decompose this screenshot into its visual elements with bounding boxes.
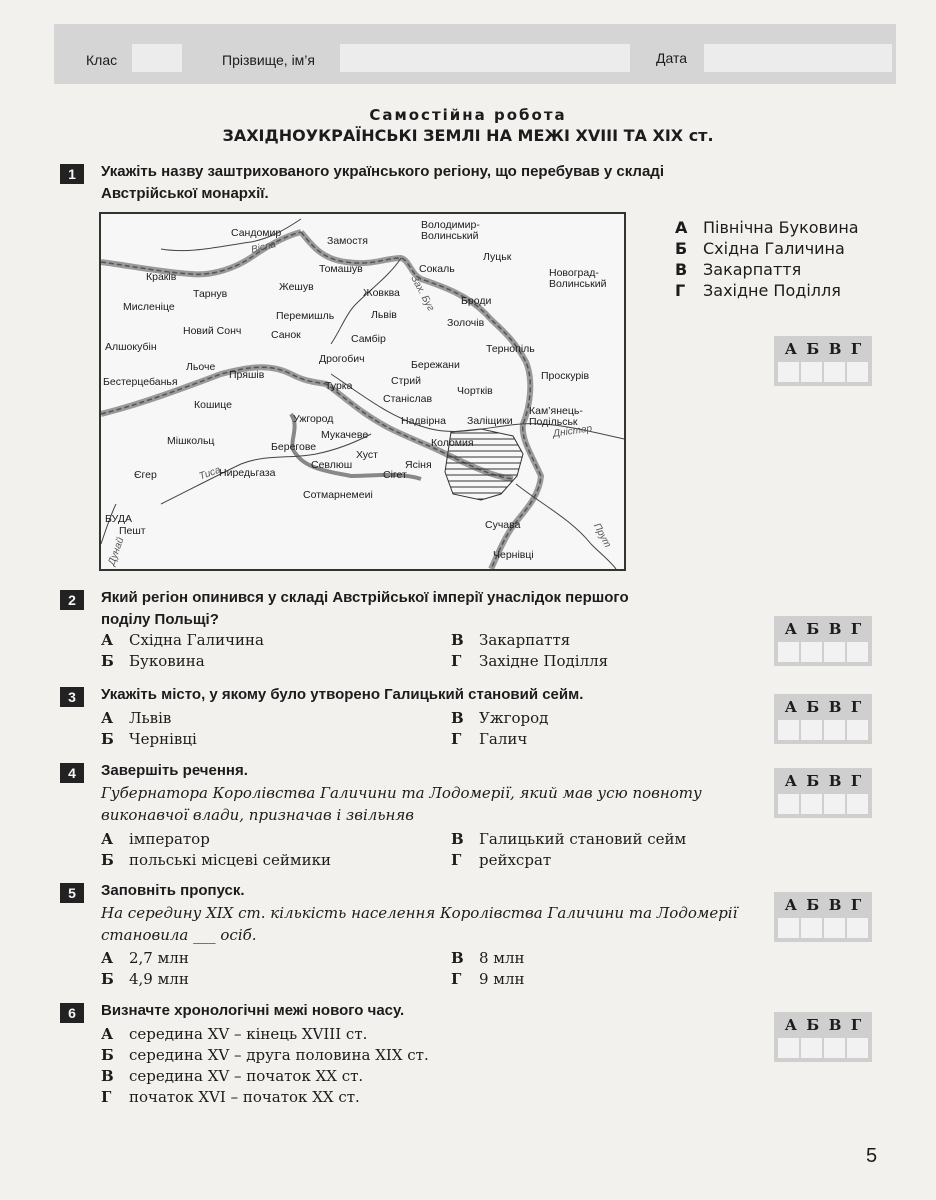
answer-cell[interactable] (824, 794, 845, 814)
option-letter: Г (451, 970, 462, 988)
option-b[interactable] (101, 969, 189, 989)
grid-letter: Б (806, 772, 820, 790)
city-label: Сотмарнемеиі (303, 489, 373, 501)
grid-letter: Г (850, 896, 862, 914)
answer-grid-6 (774, 1012, 872, 1062)
option-b[interactable] (675, 238, 845, 259)
option-text: 2,7 млн (129, 949, 189, 967)
option-letter: Б (675, 239, 688, 258)
city-label: Томашув (319, 263, 363, 275)
grid-letter: Г (850, 1016, 862, 1034)
city-label: Луцьк (483, 251, 512, 263)
option-letter: Б (101, 730, 114, 748)
option-letter: Г (675, 281, 686, 300)
option-letter: Г (101, 1088, 112, 1106)
grid-letter: В (828, 340, 842, 358)
option-g[interactable] (675, 280, 841, 301)
city-label: Волинський (549, 278, 607, 290)
grid-letter: Б (806, 340, 820, 358)
header-bar (54, 24, 896, 84)
option-letter: А (101, 631, 114, 649)
city-label: Льоче (186, 361, 216, 373)
name-field[interactable] (340, 44, 630, 72)
option-letter: В (101, 1067, 114, 1085)
grid-letter: Б (806, 698, 820, 716)
river-label: Прут (590, 521, 613, 550)
answer-cell[interactable] (778, 1038, 799, 1058)
city-label: Перемишль (276, 310, 335, 322)
city-label: Хуст (356, 449, 378, 461)
option-text: Галич (479, 730, 528, 748)
city-label: Бестерцебанья (103, 376, 178, 388)
grid-letter: А (784, 896, 797, 914)
option-a[interactable] (101, 829, 210, 849)
statement-line-1: На середину XIX ст. кількість населення Королівства Галичини та Лодомерії (101, 904, 738, 922)
city-label: Самбір (351, 333, 386, 345)
option-v[interactable] (451, 708, 548, 728)
option-v[interactable] (101, 1066, 363, 1086)
answer-cell[interactable] (778, 720, 799, 740)
option-v[interactable] (451, 630, 570, 650)
option-b[interactable] (101, 651, 205, 671)
option-letter: Г (451, 851, 462, 869)
question-1-line-2: Австрійської монархії. (101, 185, 269, 202)
answer-grid-2 (774, 616, 872, 666)
city-label: Жовква (363, 287, 400, 299)
city-label: Ниредьгаза (219, 467, 276, 479)
city-label: Бережани (411, 359, 460, 371)
option-v[interactable] (675, 259, 801, 280)
option-g[interactable] (451, 850, 551, 870)
city-label: Чортків (457, 385, 493, 397)
city-label: Турка (325, 380, 353, 392)
option-letter: Г (451, 652, 462, 670)
question-3-text: Укажіть місто, у якому було утворено Галицький становий сейм. (101, 686, 584, 703)
page-number: 5 (866, 1145, 878, 1167)
option-text: середина XV – початок XX ст. (129, 1067, 364, 1085)
grid-letter: Г (850, 620, 862, 638)
city-label: Ясіня (405, 459, 432, 471)
river-label: Дністер (552, 423, 593, 440)
city-label: Мукачеве (321, 429, 369, 441)
option-text: імператор (129, 830, 210, 848)
question-1-line-1: Укажіть назву заштрихованого українського регіону, що перебував у складі (101, 163, 664, 180)
city-label: Броди (461, 295, 492, 307)
option-text: 4,9 млн (129, 970, 189, 988)
grid-letter: В (828, 1016, 842, 1034)
city-label: Стрий (391, 375, 421, 387)
option-text: Галицький становий сейм (479, 830, 687, 848)
question-4-text: Завершіть речення. (101, 762, 248, 779)
answer-cell[interactable] (824, 720, 845, 740)
option-g[interactable] (451, 651, 608, 671)
option-text: Львів (129, 709, 172, 727)
answer-cell[interactable] (778, 362, 799, 382)
answer-cell[interactable] (824, 918, 845, 938)
name-label: Прізвище, ім’я (222, 52, 315, 68)
option-v[interactable] (451, 948, 525, 968)
option-a[interactable] (101, 630, 264, 650)
grid-letter: А (784, 620, 797, 638)
city-label: Мисленіце (123, 301, 175, 313)
city-label: Сандомир (231, 227, 282, 239)
option-g[interactable] (101, 1087, 360, 1107)
question-5-text: Заповніть пропуск. (101, 882, 245, 899)
option-letter: А (101, 709, 114, 727)
city-label: Надвірна (401, 415, 446, 427)
city-label: Заліщики (467, 415, 513, 427)
answer-grid-5 (774, 892, 872, 942)
question-number-3: 3 (60, 687, 84, 707)
grid-letter: А (784, 698, 797, 716)
river-label: Вісла (250, 239, 278, 256)
question-2-line-2: поділу Польщі? (101, 611, 219, 628)
question-5-statement (101, 902, 737, 946)
option-text: Північна Буковина (703, 218, 859, 237)
option-text: рейхсрат (479, 851, 552, 869)
option-text: Західне Поділля (479, 652, 609, 670)
grid-letter: В (828, 896, 842, 914)
question-number-2: 2 (60, 590, 84, 610)
option-letter: А (101, 830, 114, 848)
city-label: Ужгород (293, 413, 334, 425)
city-label: Тарнув (193, 288, 228, 300)
option-a[interactable] (101, 708, 171, 728)
grid-letter: Б (806, 620, 820, 638)
answer-grid-1 (774, 336, 872, 386)
grid-letter: Г (850, 772, 862, 790)
city-label: Алшокубін (105, 341, 157, 353)
option-text: польські місцеві сеймики (129, 851, 331, 869)
option-letter: В (451, 709, 464, 727)
option-text: Східна Галичина (129, 631, 264, 649)
worksheet-title: ЗАХІДНОУКРАЇНСЬКІ ЗЕМЛІ НА МЕЖІ XVIII ТА XIX ст. (222, 126, 714, 145)
grid-letter: Б (806, 896, 820, 914)
grid-letter: В (828, 772, 842, 790)
city-label: Кам’янець- (529, 405, 583, 417)
answer-grid-3 (774, 694, 872, 744)
statement-line-2: виконавчої влади, призначав і звільняв (101, 806, 415, 824)
statement-line-2: становила ___ осіб. (101, 926, 257, 944)
grid-letter: А (784, 772, 797, 790)
city-label: Берегове (271, 441, 317, 453)
city-label: Сігет (383, 469, 407, 481)
city-label: Санок (271, 329, 301, 341)
option-a[interactable] (101, 1024, 367, 1044)
answer-cell[interactable] (847, 1038, 868, 1058)
grid-letter: А (784, 1016, 797, 1034)
option-text: Ужгород (479, 709, 549, 727)
city-label: Дрогобич (319, 353, 365, 365)
answer-cell[interactable] (801, 362, 822, 382)
question-6-text: Визначте хронологічні межі нового часу. (101, 1002, 405, 1019)
worksheet-subtitle: Самостійна робота (369, 106, 567, 124)
answer-cell[interactable] (801, 794, 822, 814)
option-text: Буковина (129, 652, 205, 670)
option-letter: Г (451, 730, 462, 748)
option-text: середина XV – друга половина XIX ст. (129, 1046, 429, 1064)
river-label: Тиса (197, 464, 223, 483)
option-text: середина XV – кінець XVIII ст. (129, 1025, 368, 1043)
city-label: Новоград- (549, 267, 599, 279)
statement-line-1: Губернатора Королівства Галичини та Лодомерії, який мав усю повноту (101, 784, 702, 802)
option-text: Закарпаття (703, 260, 802, 279)
answer-cell[interactable] (801, 720, 822, 740)
option-g[interactable] (451, 969, 525, 989)
option-v[interactable] (451, 829, 686, 849)
city-label: Володимир- (421, 219, 480, 231)
city-label: Новий Сонч (183, 325, 242, 337)
city-label: Львів (371, 309, 397, 321)
option-text: Закарпаття (479, 631, 571, 649)
answer-cell[interactable] (824, 642, 845, 662)
option-text: Східна Галичина (703, 239, 845, 258)
city-label: Мішкольц (167, 435, 215, 447)
option-text: 8 млн (479, 949, 525, 967)
city-label: Краків (146, 271, 177, 283)
question-4-statement (101, 782, 702, 826)
city-label: Золочів (447, 317, 485, 329)
class-field[interactable] (132, 44, 182, 72)
date-label: Дата (656, 50, 688, 66)
grid-letter: В (828, 698, 842, 716)
city-label: Сучава (485, 519, 521, 531)
city-label: Замостя (327, 235, 368, 247)
answer-cell[interactable] (847, 794, 868, 814)
answer-cell[interactable] (801, 1038, 822, 1058)
city-label: Пешт (119, 525, 146, 537)
city-label: Севлюш (311, 459, 353, 471)
city-label: Подільськ (529, 416, 578, 428)
answer-cell[interactable] (778, 642, 799, 662)
date-field[interactable] (704, 44, 892, 72)
city-label: Коломия (431, 437, 474, 449)
option-text: Чернівці (129, 730, 197, 748)
answer-cell[interactable] (778, 918, 799, 938)
river-label: Зах. Буг (408, 273, 437, 314)
answer-cell[interactable] (801, 918, 822, 938)
answer-cell[interactable] (847, 642, 868, 662)
option-text: Західне Поділля (703, 281, 841, 300)
option-letter: В (451, 949, 464, 967)
question-number-5: 5 (60, 883, 84, 903)
river-label: Дунай (106, 536, 127, 567)
city-label: Єгер (134, 469, 157, 481)
city-label: Сокаль (419, 263, 455, 275)
city-label: Пряшів (229, 369, 265, 381)
option-letter: А (675, 218, 688, 237)
grid-letter: Г (850, 698, 862, 716)
city-label: Тернопіль (486, 343, 535, 355)
option-b[interactable] (101, 850, 331, 870)
option-b[interactable] (101, 729, 197, 749)
option-b[interactable] (101, 1045, 429, 1065)
grid-letter: А (784, 340, 797, 358)
city-label: Кошице (194, 399, 232, 411)
city-label: Станіслав (383, 393, 433, 405)
option-text: 9 млн (479, 970, 525, 988)
city-label: БУДА (105, 513, 132, 525)
option-text: початок XVI – початок XX ст. (129, 1088, 360, 1106)
answer-cell[interactable] (847, 918, 868, 938)
option-letter: В (675, 260, 688, 279)
city-label: Жешув (279, 281, 314, 293)
historical-map (99, 212, 626, 571)
answer-cell[interactable] (824, 362, 845, 382)
city-label: Волинський (421, 230, 479, 242)
answer-cell[interactable] (778, 794, 799, 814)
question-1-text (101, 161, 664, 205)
answer-cell[interactable] (847, 362, 868, 382)
city-label: Чернівці (493, 549, 534, 561)
option-letter: Б (101, 652, 114, 670)
question-number-4: 4 (60, 763, 84, 783)
option-letter: Б (101, 1046, 114, 1064)
grid-letter: Г (850, 340, 862, 358)
option-letter: В (451, 631, 464, 649)
question-number-6: 6 (60, 1003, 84, 1023)
question-2-line-1: Який регіон опинився у складі Австрійської імперії унаслідок першого (101, 589, 629, 606)
answer-grid-4 (774, 768, 872, 818)
grid-letter: В (828, 620, 842, 638)
option-a[interactable] (675, 217, 859, 238)
class-label: Клас (86, 52, 118, 68)
option-letter: А (101, 949, 114, 967)
city-label: Проскурів (541, 370, 590, 382)
answer-cell[interactable] (847, 720, 868, 740)
option-letter: Б (101, 970, 114, 988)
option-letter: В (451, 830, 464, 848)
question-2-text (101, 587, 629, 631)
question-number-1: 1 (60, 164, 84, 184)
option-g[interactable] (451, 729, 527, 749)
option-letter: Б (101, 851, 114, 869)
option-a[interactable] (101, 948, 189, 968)
option-letter: А (101, 1025, 114, 1043)
grid-letter: Б (806, 1016, 820, 1034)
answer-cell[interactable] (801, 642, 822, 662)
answer-cell[interactable] (824, 1038, 845, 1058)
